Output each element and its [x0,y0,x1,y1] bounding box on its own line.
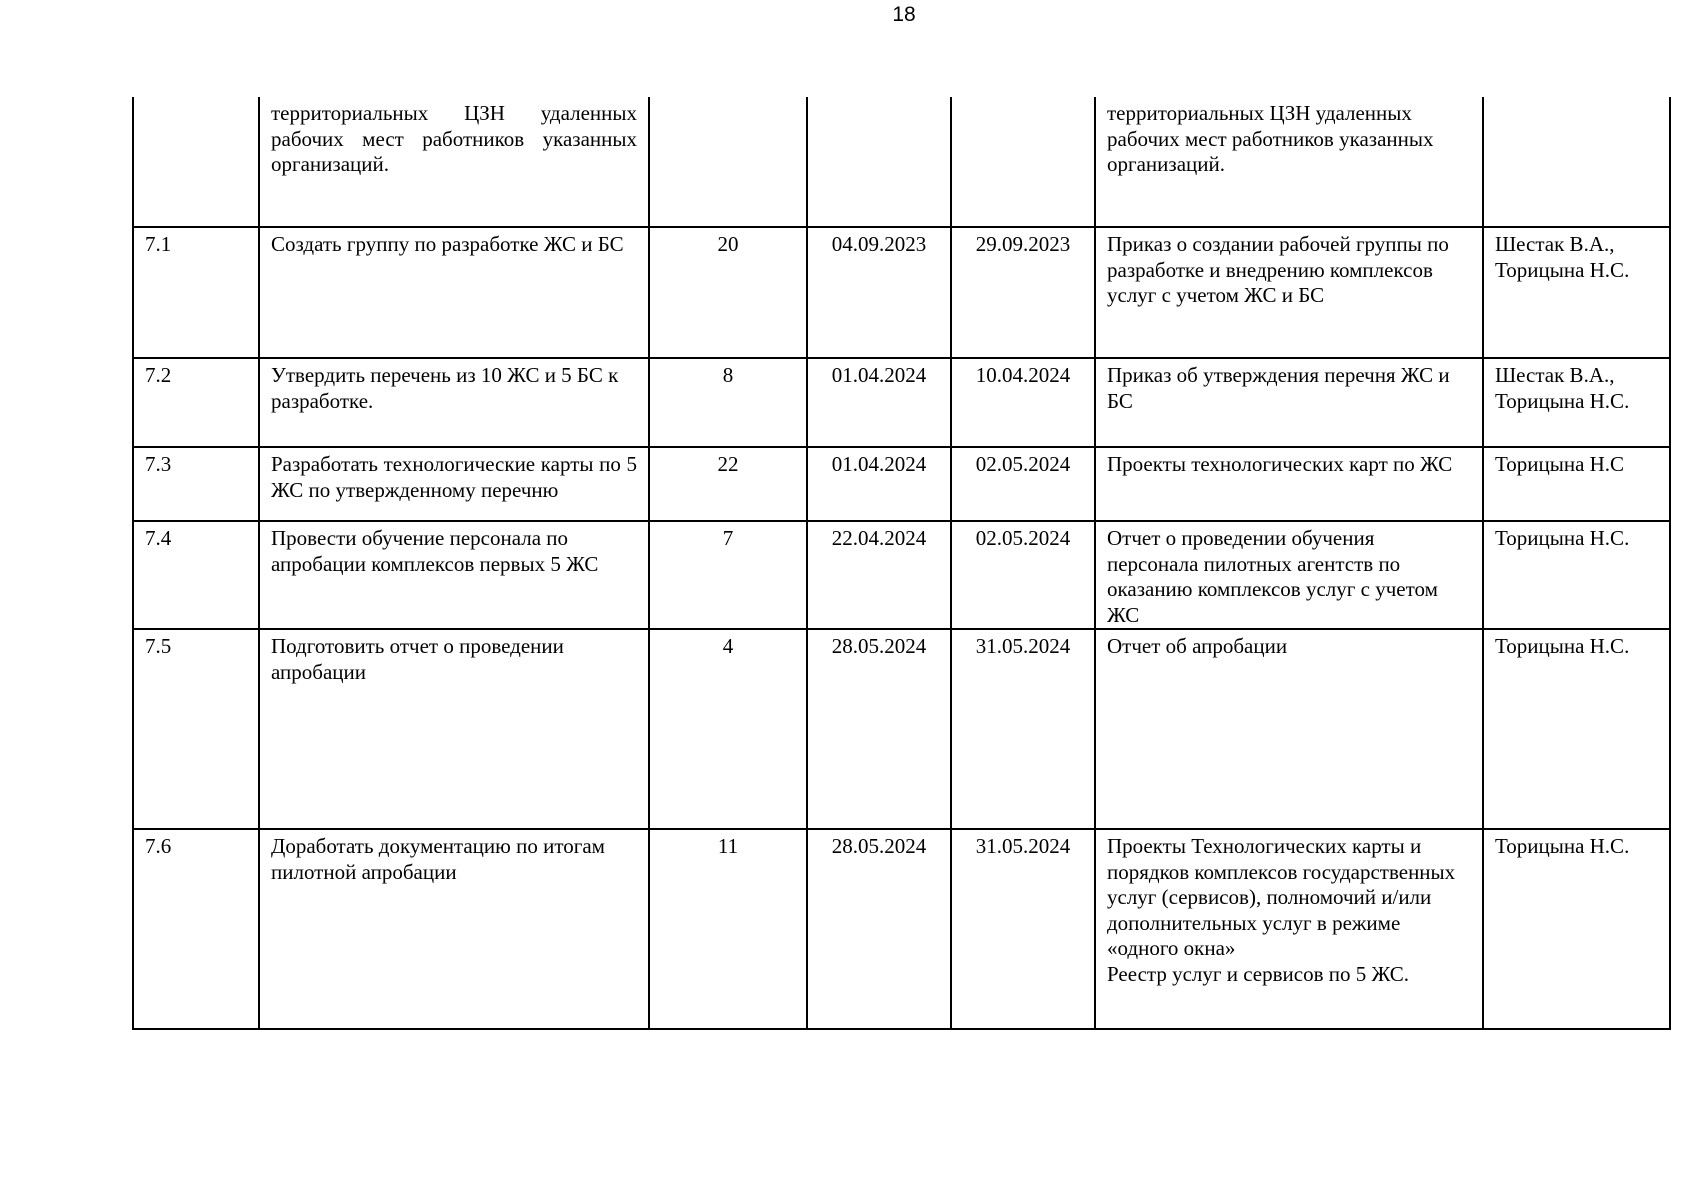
table-row [133,829,1670,1029]
cell-end: 10.04.2024 [951,358,1095,447]
cell-num: 7.6 [133,829,259,1029]
cell-task: территориальных ЦЗН удаленных рабочих мест работников указанных организаций. [259,97,649,227]
cell-start [807,97,951,227]
cell-responsible: Торицына Н.С. [1483,829,1670,1029]
table-row [133,629,1670,829]
cell-start: 28.05.2024 [807,829,951,1029]
cell-num: 7.3 [133,447,259,521]
table-row [133,358,1670,447]
table-row [133,227,1670,358]
cell-days: 11 [649,829,807,1029]
cell-start: 28.05.2024 [807,629,951,829]
cell-result: Проекты технологических карт по ЖС [1095,447,1483,521]
cell-num: 7.5 [133,629,259,829]
cell-days: 22 [649,447,807,521]
cell-days: 4 [649,629,807,829]
cell-days: 20 [649,227,807,358]
result-line: Реестр услуг и сервисов по 5 ЖС. [1107,961,1410,986]
cell-num: 7.2 [133,358,259,447]
cell-start: 01.04.2024 [807,358,951,447]
cell-result: Отчет об апробации [1095,629,1483,829]
cell-responsible: Шестак В.А., Торицына Н.С. [1483,227,1670,358]
cell-task: Доработать документацию по итогам пилотной апробации [259,829,649,1029]
cell-end: 31.05.2024 [951,629,1095,829]
cell-result: Отчет о проведении обучения персонала пилотных агентств по оказанию комплексов услуг с учетом ЖС [1095,521,1483,629]
cell-days [649,97,807,227]
cell-task: Создать группу по разработке ЖС и БС [259,227,649,358]
cell-start: 04.09.2023 [807,227,951,358]
cell-num: 7.1 [133,227,259,358]
cell-task: Подготовить отчет о проведении апробации [259,629,649,829]
cell-end: 29.09.2023 [951,227,1095,358]
cell-responsible: Торицына Н.С [1483,447,1670,521]
cell-num: 7.4 [133,521,259,629]
cell-start: 22.04.2024 [807,521,951,629]
cell-result: Приказ об утверждения перечня ЖС и БС [1095,358,1483,447]
cell-result [1095,829,1483,1029]
cell-end: 31.05.2024 [951,829,1095,1029]
cell-result: Приказ о создании рабочей группы по разработке и внедрению комплексов услуг с учетом ЖС и БС [1095,227,1483,358]
cell-num [133,97,259,227]
cell-task: Разработать технологические карты по 5 ЖС по утвержденному перечню [259,447,649,521]
plan-table [132,97,1671,1030]
page-number: 18 [892,3,916,26]
table-row-continuation [133,97,1670,227]
cell-days: 7 [649,521,807,629]
cell-task: Утвердить перечень из 10 ЖС и 5 БС к разработке. [259,358,649,447]
cell-responsible: Шестак В.А., Торицына Н.С. [1483,358,1670,447]
cell-start: 01.04.2024 [807,447,951,521]
cell-responsible: Торицына Н.С. [1483,629,1670,829]
cell-responsible [1483,97,1670,227]
cell-result: территориальных ЦЗН удаленных рабочих мест работников указанных организаций. [1095,97,1483,227]
table-row [133,521,1670,629]
table-row [133,447,1670,521]
cell-end: 02.05.2024 [951,521,1095,629]
cell-end: 02.05.2024 [951,447,1095,521]
result-line: Проекты Технологических карты и порядков комплексов государственных услуг (сервисов), полномочий и/или дополнительных услуг в режиме «одного окна» [1107,834,1456,960]
cell-days: 8 [649,358,807,447]
cell-responsible: Торицына Н.С. [1483,521,1670,629]
cell-task: Провести обучение персонала по апробации комплексов первых 5 ЖС [259,521,649,629]
cell-end [951,97,1095,227]
